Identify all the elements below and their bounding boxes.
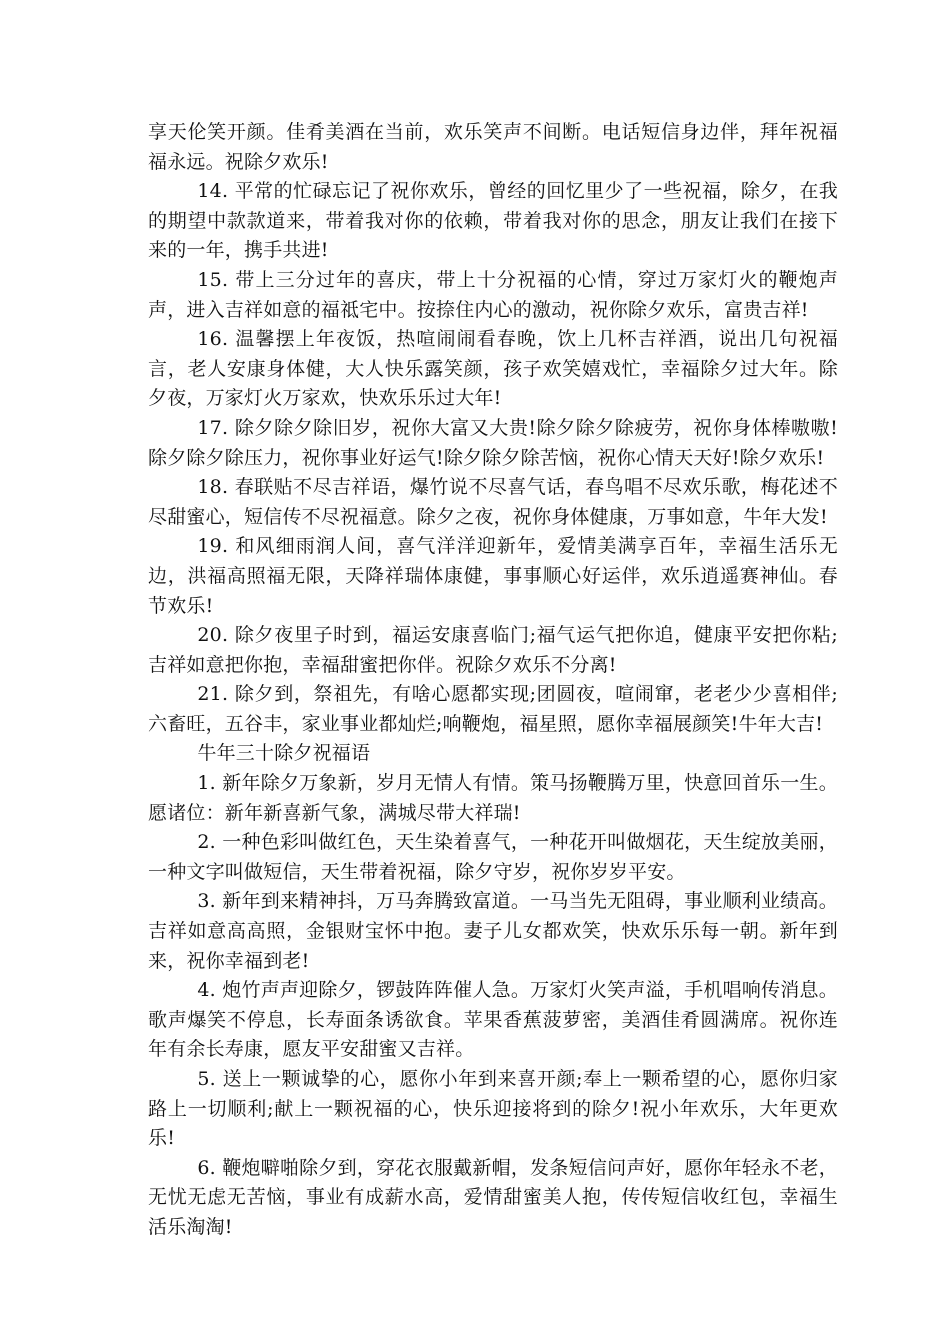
new-year-item-2: 2. 一种色彩叫做红色，天生染着喜气，一种花开叫做烟花，天生绽放美丽，一种文字叫做短信，天生带着祝福，除夕守岁，祝你岁岁平安。 <box>148 831 838 883</box>
blessing-item-16: 16. 温馨摆上年夜饭，热喧闹闹看春晚，饮上几杯吉祥酒，说出几句祝福言，老人安康身体健，大人快乐露笑颜，孩子欢笑嬉戏忙，幸福除夕过大年。除夕夜，万家灯火万家欢，快欢乐乐过大年! <box>148 328 838 410</box>
blessing-item-17: 17. 除夕除夕除旧岁，祝你大富又大贵!除夕除夕除疲劳，祝你身体棒嗷嗷!除夕除夕除压力，祝你事业好运气!除夕除夕除苦恼，祝你心情天天好!除夕欢乐! <box>148 416 838 469</box>
new-year-item-3: 3. 新年到来精神抖，万马奔腾致富道。一马当先无阻碍，事业顺利业绩高。吉祥如意高高照，金银财宝怀中抱。妻子儿女都欢笑，快欢乐乐每一朝。新年到来，祝你幸福到老! <box>148 890 838 972</box>
blessing-item-15: 15. 带上三分过年的喜庆，带上十分祝福的心情，穿过万家灯火的鞭炮声声，进入吉祥如意的福祗宅中。按捺住内心的激动，祝你除夕欢乐，富贵吉祥! <box>148 268 838 321</box>
opening-paragraph: 享天伦笑开颜。佳肴美酒在当前，欢乐笑声不间断。电话短信身边伴，拜年祝福福永远。祝除夕欢乐! <box>148 121 838 173</box>
new-year-item-5: 5. 送上一颗诚挚的心，愿你小年到来喜开颜;奉上一颗希望的心，愿你归家路上一切顺利;献上一颗祝福的心，快乐迎接将到的除夕!祝小年欢乐，大年更欢乐! <box>148 1068 838 1150</box>
blessing-item-18: 18. 春联贴不尽吉祥语，爆竹说不尽喜气话，春鸟唱不尽欢乐歌，梅花述不尽甜蜜心，短信传不尽祝福意。除夕之夜，祝你身体健康，万事如意，牛年大发! <box>148 476 838 528</box>
new-year-item-6: 6. 鞭炮噼啪除夕到，穿花衣服戴新帽，发条短信问声好，愿你年轻永不老，无忧无虑无苦恼，事业有成薪水高，爱情甜蜜美人抱，传传短信收红包，幸福生活乐淘淘! <box>148 1156 838 1238</box>
blessing-item-20: 20. 除夕夜里子时到，福运安康喜临门;福气运气把你追，健康平安把你粘;吉祥如意把你抱，幸福甜蜜把你伴。祝除夕欢乐不分离! <box>148 624 838 676</box>
blessing-item-21: 21. 除夕到，祭祖先，有啥心愿都实现;团圆夜，喧闹窜，老老少少喜相伴;六畜旺，五谷丰，家业事业都灿烂;响鞭炮，福星照，愿你幸福展颜笑!牛年大吉! <box>148 683 838 735</box>
new-year-item-1: 1. 新年除夕万象新，岁月无情人有情。策马扬鞭腾万里，快意回首乐一生。愿诸位：新年新喜新气象，满城尽带大祥瑞! <box>148 772 838 824</box>
new-year-item-4: 4. 炮竹声声迎除夕，锣鼓阵阵催人急。万家灯火笑声溢，手机唱响传消息。歌声爆笑不停息，长寿面条诱欲食。苹果香蕉菠萝密，美酒佳肴圆满席。祝你连年有余长寿康，愿友平安甜蜜又吉祥。 <box>148 979 838 1061</box>
section-heading: 牛年三十除夕祝福语 <box>197 742 371 765</box>
blessing-item-19: 19. 和风细雨润人间，喜气洋洋迎新年，爱情美满享百年，幸福生活乐无边，洪福高照福无限，天降祥瑞体康健，事事顺心好运伴，欢乐逍遥赛神仙。春节欢乐! <box>148 535 838 617</box>
blessing-item-14: 14. 平常的忙碌忘记了祝你欢乐，曾经的回忆里少了一些祝福，除夕，在我的期望中款款道来，带着我对你的依赖，带着我对你的思念，朋友让我们在接下来的一年，携手共进! <box>148 180 838 262</box>
document-body <box>148 118 838 1243</box>
